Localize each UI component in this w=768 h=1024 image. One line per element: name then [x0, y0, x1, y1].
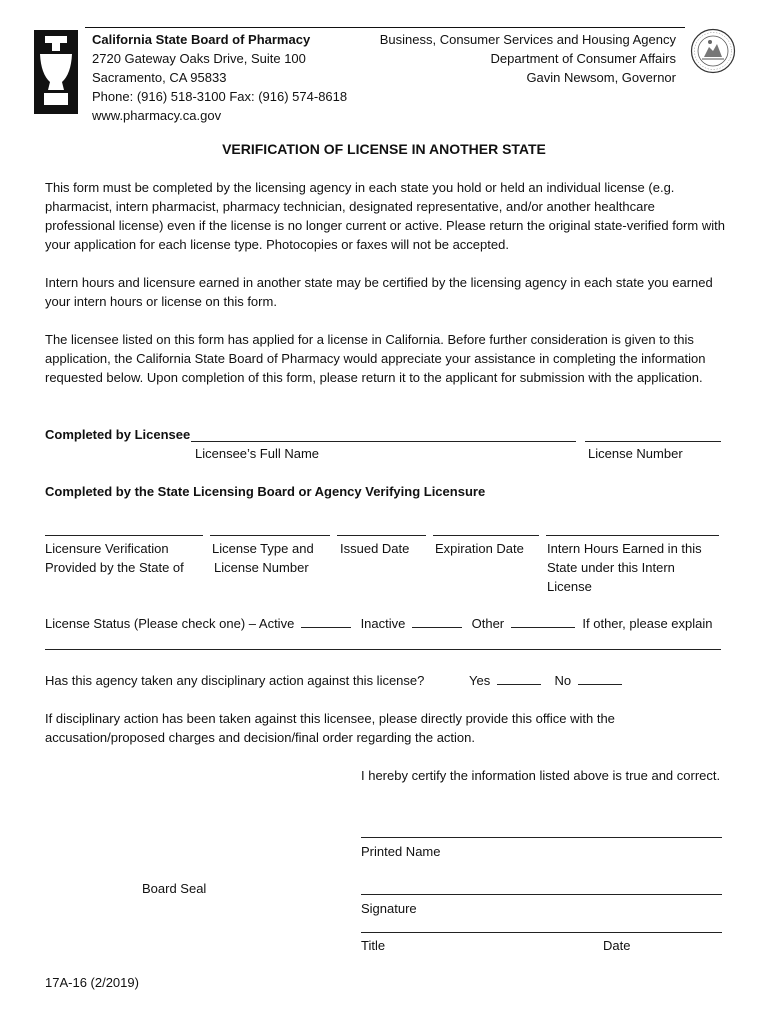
- agency-name: Business, Consumer Services and Housing Agency: [379, 32, 676, 47]
- board-address-line2: Sacramento, CA 95833: [92, 70, 227, 85]
- col-licensure-state-line1: Licensure Verification: [45, 541, 169, 556]
- col-license-type-line2: License Number: [214, 560, 309, 575]
- board-name: California State Board of Pharmacy: [92, 32, 311, 47]
- title-date-field[interactable]: [361, 932, 722, 933]
- status-explanation-field[interactable]: [45, 649, 721, 650]
- form-title: VERIFICATION OF LICENSE IN ANOTHER STATE: [222, 141, 546, 157]
- mortar-pestle-logo-icon: [34, 30, 78, 114]
- col-issued-date: Issued Date: [340, 541, 410, 556]
- state-seal-icon: [690, 28, 736, 74]
- status-inactive-checkbox[interactable]: [412, 614, 462, 628]
- intern-hours-paragraph: Intern hours and licensure earned in another state may be certified by the licensing agency in each state you earned your intern hours or license on this form.: [45, 275, 713, 309]
- col-intern-hours-line2: State under this Intern: [547, 560, 675, 575]
- signature-field[interactable]: [361, 894, 722, 895]
- agency-section-heading: Completed by the State Licensing Board or Agency Verifying Licensure: [45, 484, 486, 499]
- licensure-state-field[interactable]: [45, 535, 203, 536]
- certification-statement: I hereby certify the information listed above is true and correct.: [361, 768, 721, 783]
- col-intern-hours-line3: License: [547, 579, 592, 594]
- licensee-full-name-field[interactable]: [191, 441, 576, 442]
- license-number-field[interactable]: [585, 441, 721, 442]
- status-active-checkbox[interactable]: [301, 614, 351, 628]
- status-inactive-label: Inactive: [360, 616, 406, 631]
- title-label: Title: [361, 938, 386, 953]
- printed-name-label: Printed Name: [361, 844, 441, 859]
- expiration-date-field[interactable]: [433, 535, 539, 536]
- status-explain-label: If other, please explain: [582, 616, 713, 631]
- board-address-line1: 2720 Gateway Oaks Drive, Suite 100: [92, 51, 306, 66]
- status-other-checkbox[interactable]: [511, 614, 575, 628]
- license-number-caption: License Number: [588, 446, 683, 461]
- board-website[interactable]: www.pharmacy.ca.gov: [92, 108, 222, 123]
- issued-date-field[interactable]: [337, 535, 426, 536]
- governor-name: Gavin Newsom, Governor: [526, 70, 676, 85]
- license-status-prefix: License Status (Please check one) – Active: [45, 616, 295, 631]
- licensee-applied-paragraph: The licensee listed on this form has applied for a license in California. Before further consideration is given to this application, the California State Board of Pharmacy would appreciate your assistance in completing the information requested below. Upon completion of this form, please return it to the applicant for submission with the application.: [45, 332, 706, 385]
- intro-paragraph: This form must be completed by the licensing agency in each state you hold or held an individual license (e.g. pharmacist, intern pharmacist, pharmacy technician, designated representative, and/or another healthcare professional license) even if the license is no longer current or active. Please return the original state-verified form with your application for each license type. Photocopies or faxes will not be accepted.: [45, 180, 725, 252]
- disciplinary-yes-label: Yes: [469, 673, 491, 688]
- col-license-type-line1: License Type and: [212, 541, 314, 556]
- header-rule: [85, 27, 685, 28]
- board-seal-label: Board Seal: [142, 881, 207, 896]
- licensee-full-name-caption: Licensee’s Full Name: [195, 446, 320, 461]
- signature-label: Signature: [361, 901, 417, 916]
- date-label: Date: [603, 938, 631, 953]
- col-licensure-state-line2: Provided by the State of: [45, 560, 184, 575]
- department-name: Department of Consumer Affairs: [490, 51, 676, 66]
- disciplinary-answer-row: [469, 671, 622, 690]
- disciplinary-no-label: No: [554, 673, 572, 688]
- status-other-label: Other: [471, 616, 505, 631]
- disciplinary-question: Has this agency taken any disciplinary action against this license?: [45, 673, 425, 688]
- intern-hours-field[interactable]: [546, 535, 719, 536]
- license-status-row: [45, 614, 712, 633]
- licensee-section-label: Completed by Licensee: [45, 427, 191, 442]
- disciplinary-yes-checkbox[interactable]: [497, 671, 541, 685]
- license-type-number-field[interactable]: [210, 535, 330, 536]
- board-phone-fax: Phone: (916) 518-3100 Fax: (916) 574-8618: [92, 89, 348, 104]
- disciplinary-instruction: If disciplinary action has been taken against this licensee, please directly provide this office with the accusation/proposed charges and decision/final order regarding the action.: [45, 711, 615, 745]
- printed-name-field[interactable]: [361, 837, 722, 838]
- col-expiration-date: Expiration Date: [435, 541, 524, 556]
- disciplinary-no-checkbox[interactable]: [578, 671, 622, 685]
- col-intern-hours-line1: Intern Hours Earned in this: [547, 541, 702, 556]
- form-number: 17A-16 (2/2019): [45, 975, 139, 990]
